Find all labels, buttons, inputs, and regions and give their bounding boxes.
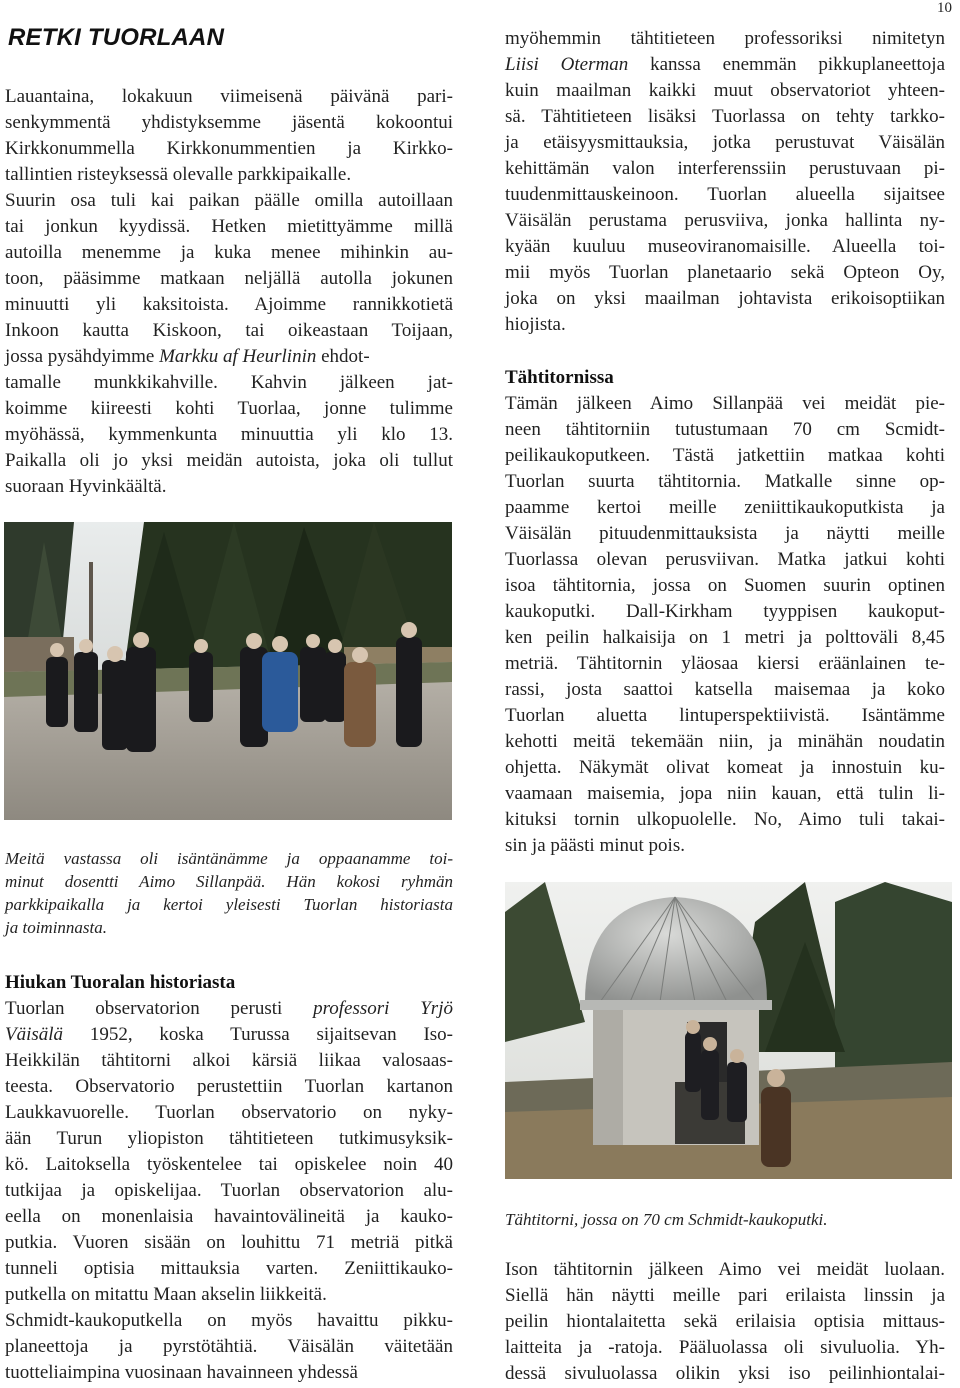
text-line: myöhemmin tähtitieteen professoriksi nimitetyn xyxy=(505,28,945,49)
text-line: ja etäisyysmittauksia, jotka perustuvat Väisälän xyxy=(505,132,945,153)
text-line: planeettoja ja pyrstötähtiä. Väisälän väitetään xyxy=(5,1336,453,1357)
text-line: Väisälän pituudenmittauksista ja näytti meille xyxy=(505,523,945,544)
group-photo xyxy=(4,522,452,820)
observatory-heading: Tähtitornissa xyxy=(505,367,614,388)
text-line: tai jonkun kyydissä. Hetken mietittyämme millä xyxy=(5,216,453,237)
closing-paragraph xyxy=(505,1257,945,1387)
observatory-photo-caption: Tähtitorni, jossa on 70 cm Schmidt-kaukoputki. xyxy=(505,1210,828,1229)
text-line: eella on monenlaisia havaintovälineitä ja kauko- xyxy=(5,1206,453,1227)
text-line: vaamaan maisemia, jopa niin kauan, että tulin li- xyxy=(505,783,945,804)
text-line: Kirkkonummella Kirkkonummentien ja Kirkko- xyxy=(5,138,453,159)
text-line xyxy=(5,344,453,370)
text-line: kehotti meitä tekemään niin, ja minähän noudatin xyxy=(505,731,945,752)
text-line: toon, pääsimme matkaan neljällä autolla jokunen xyxy=(5,268,453,289)
text-line: putkella on mitattu Maan akselin liikkeitä. xyxy=(5,1284,327,1305)
text-line: paamme kertoi meille zeniittikaukoputkista ja xyxy=(505,497,945,518)
group-photo-caption xyxy=(5,847,453,939)
text-fragment: 1952, koska Turussa sijaitsevan Iso- xyxy=(63,1024,453,1045)
text-line: ään Turun yliopiston tähtitieteen tutkimusyksik- xyxy=(5,1128,453,1149)
caption-line: parkkipaikalla ja kertoi yleisesti Tuorlan historiasta xyxy=(5,895,453,914)
person-name: Väisälä xyxy=(5,1024,64,1045)
text-line: metriä. Tähtitornin yläosaa kiersi eräänlainen te- xyxy=(505,653,945,674)
caption-line: minut dosentti Aimo Sillanpää. Hän kokosi ryhmän xyxy=(5,872,453,891)
text-line: Inkoon kautta Kiskoon, tai oikeastaan Toijaan, xyxy=(5,320,453,341)
text-line: laitteita ja -ratoja. Pääluolassa oli sivuluolia. Yh- xyxy=(505,1337,945,1358)
text-line: Väisälän perustama perusviiva, jonka hallinta ny- xyxy=(505,210,945,231)
text-line: kaukoputki. Dall-Kirkham tyyppisen kaukoput- xyxy=(505,601,945,622)
text-line: myöhässä, kymmenkunta minuuttia yli klo 13. xyxy=(5,424,453,445)
caption-line: Meitä vastassa oli isäntänämme ja oppaanamme toi- xyxy=(5,849,453,868)
person-name: Liisi Oterman xyxy=(505,54,629,75)
text-line: isoa tähtitornia, jossa on Suomen suurin optinen xyxy=(505,575,945,596)
text-line: rassi, josta saattoi katsella maisemaa ja koko xyxy=(505,679,945,700)
text-line: senkymmentä yhdistyksemme jäsentä kokoontui xyxy=(5,112,453,133)
text-line: Tuorlan suurta tähtitornia. Matkalle sinne op- xyxy=(505,471,945,492)
text-line: tallintien risteyksessä olevalle parkkipaikalle. xyxy=(5,164,352,185)
text-line: sä. Tähtitieteen lisäksi Tuorlassa on tehty tarkko- xyxy=(505,106,945,127)
observatory-photo xyxy=(505,882,952,1179)
text-line: sin ja päästi minut pois. xyxy=(505,835,685,856)
text-line: Paikalla oli jo yksi meidän autoista, joka oli tullut xyxy=(5,450,453,471)
text-fragment: jossa pysähdyimme xyxy=(5,346,160,367)
text-line: kuin maailman kaikki muut observatoriot yhteen- xyxy=(505,80,945,101)
text-line: ken peilin halkaisija on 1 metri ja polttoväli 8,45 xyxy=(505,627,945,648)
text-line: koimme kiireesti kohti Tuorlaa, jonne tulimme xyxy=(5,398,453,419)
text-line: autoilla menemme ja kuka menee mihinkin au- xyxy=(5,242,453,263)
text-line: neen tähtitorniin tutustumaan 70 cm Scmidt- xyxy=(505,419,945,440)
history-heading: Hiukan Tuoralan historiasta xyxy=(5,972,236,993)
text-line: minuutti yli kaksitoista. Ajoimme rannikkotietä xyxy=(5,294,453,315)
text-line xyxy=(5,996,453,1022)
text-line: Siellä hän näytti meille pari erilaista linssin ja xyxy=(505,1285,945,1306)
text-line: suoraan Hyvinkäältä. xyxy=(5,476,167,497)
text-line: putkia. Vuoren sisään on louhittu 71 metriä pitkä xyxy=(5,1232,453,1253)
text-line: Ison tähtitornin jälkeen Aimo vei meidät luolaan. xyxy=(505,1259,945,1280)
caption-line: ja toiminnasta. xyxy=(5,918,108,937)
text-line: tamalle munkkikahville. Kahvin jälkeen jat- xyxy=(5,372,453,393)
text-line: tutkijaa ja opiskelijaa. Tuorlan observatorion alu- xyxy=(5,1180,453,1201)
text-line: tuotteliaimpina vuosinaan havainneen yhdessä xyxy=(5,1362,358,1383)
observatory-section xyxy=(505,365,945,859)
text-line: hiojista. xyxy=(505,314,566,335)
text-line: kehittämän valon interferenssiin perustuvaan pi- xyxy=(505,158,945,179)
text-line: Tuorlan aluetta lintuperspektiivistä. Isäntämme xyxy=(505,705,945,726)
text-line: Tämän jälkeen Aimo Sillanpää vei meidät pie- xyxy=(505,393,945,414)
text-line: Heikkilän tähtitorni alkoi kärsiä liikaa valosaas- xyxy=(5,1050,453,1071)
article-title: RETKI TUORLAAN xyxy=(8,24,225,51)
text-line: Tuorlassa olevan perusviivan. Matka jatkui kohti xyxy=(505,549,945,570)
text-fragment: Tuorlan observatorion perusti xyxy=(5,998,314,1019)
text-line: dessä sivuluolassa olikin yksi iso peilinhiontalai- xyxy=(505,1363,945,1384)
text-line: peilikaukoputkeen. Tästä jatkettiin matkaa kohti xyxy=(505,445,945,466)
text-line: kö. Laitoksella työskentelee tai opiskelee noin 40 xyxy=(5,1154,453,1175)
text-line: teesta. Observatorio perustettiin Tuorlan kartanon xyxy=(5,1076,453,1097)
text-line: Schmidt-kaukoputkella on myös havaittu pikku- xyxy=(5,1310,453,1331)
intro-paragraph xyxy=(5,84,453,500)
person-name: professori Yrjö xyxy=(313,998,453,1019)
text-line: tunneli optisia mittauksia varten. Zeniittikauko- xyxy=(5,1258,453,1279)
text-line: Laukkavuorelle. Tuorlan observatorio on nyky- xyxy=(5,1102,453,1123)
history-continued xyxy=(505,26,945,338)
text-line: kituksi tornin ulkopuolelle. No, Aimo tuli takai- xyxy=(505,809,945,830)
text-line: tuudenmittauskeinoon. Tuorlan alueella sijaitsee xyxy=(505,184,945,205)
text-line: joka on yksi maailman johtavista erikoisoptiikan xyxy=(505,288,945,309)
history-section xyxy=(5,970,453,1386)
text-line: ohjetta. Näkymät olivat komeat ja innostuin ku- xyxy=(505,757,945,778)
text-line: Lauantaina, lokakuun viimeisenä päivänä pari- xyxy=(5,86,453,107)
text-line: peilin hiontalaitetta sekä erilaisia optisia mittaus- xyxy=(505,1311,945,1332)
text-line: Suurin osa tuli kai paikan päälle omilla autoillaan xyxy=(5,190,453,211)
text-fragment: kanssa enemmän pikkuplaneettoja xyxy=(628,54,945,75)
person-name: Markku af Heurlinin xyxy=(159,346,317,367)
text-line: kyään kuuluu museoviranomaisille. Alueella toi- xyxy=(505,236,945,257)
text-line xyxy=(505,52,945,78)
text-line: mii myös Tuorlan planetaario sekä Opteon Oy, xyxy=(505,262,945,283)
page-number: 10 xyxy=(937,0,952,16)
text-fragment: ehdot- xyxy=(316,346,370,367)
text-line xyxy=(5,1022,453,1048)
